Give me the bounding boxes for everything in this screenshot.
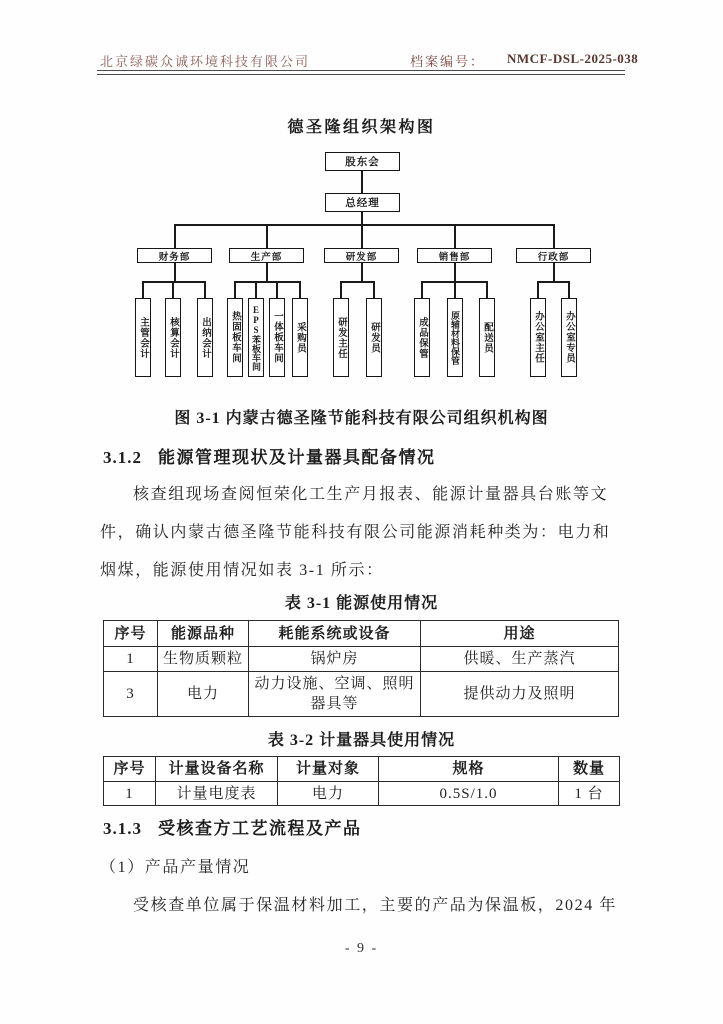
connector-line: [341, 281, 374, 283]
org-node-finished-goods-keeper: 成品保管: [414, 298, 430, 377]
column-header: 能源品种: [158, 621, 249, 647]
connector-line: [299, 281, 301, 298]
connector-line: [235, 281, 300, 283]
table-3-1-title: 表 3-1 能源使用情况: [284, 595, 439, 612]
paragraph-line: （1）产品产量情况: [100, 859, 251, 876]
column-header: 计量设备名称: [156, 757, 278, 782]
column-header: 序号: [104, 757, 156, 782]
connector-line: [553, 224, 555, 248]
section-heading-312: [103, 443, 436, 468]
table-cell: 1: [104, 647, 158, 672]
connector-line: [255, 281, 257, 298]
paragraph-line: 烟煤，能源使用情况如表 3-1 所示：: [100, 562, 384, 579]
connector-line: [537, 281, 539, 298]
table-cell: 生物质颗粒: [158, 647, 249, 672]
org-node-admin-dept: 行政部: [516, 248, 591, 263]
archive-number-value: NMCF-DSL-2025-038: [507, 51, 639, 66]
connector-line: [234, 281, 236, 298]
archive-number-label: 档案编号：: [410, 54, 486, 69]
section-title: 受核查方工艺流程及产品: [158, 819, 362, 838]
org-node-accounting-accountant: 核算会计: [165, 298, 181, 377]
table-cell: 1: [104, 782, 156, 806]
connector-line: [174, 224, 554, 226]
column-header: 用途: [421, 621, 619, 647]
column-header: 计量对象: [278, 757, 379, 782]
table-cell: 0.5S/1.0: [379, 782, 559, 806]
page-number: - 9 -: [344, 941, 379, 956]
column-header: 数量: [559, 757, 620, 782]
connector-line: [454, 263, 456, 281]
section-title: 能源管理现状及计量器具配备情况: [158, 448, 436, 467]
org-node-chief-accountant: 主管会计: [135, 298, 151, 377]
connector-line: [421, 281, 423, 298]
connector-line: [142, 281, 144, 298]
org-node-shareholders: 股东会: [325, 152, 400, 171]
org-node-office-specialist: 办公室专员: [561, 298, 577, 377]
connector-line: [361, 171, 363, 193]
table-cell: 3: [104, 672, 158, 717]
table-row: [104, 672, 619, 717]
section-number: 3.1.3: [103, 819, 142, 838]
connector-line: [538, 281, 569, 283]
connector-line: [340, 281, 342, 298]
connector-line: [373, 281, 375, 298]
figure-caption: 图 3-1 内蒙古德圣隆节能科技有限公司组织机构图: [174, 410, 549, 427]
table-cell: 电力: [278, 782, 379, 806]
connector-line: [204, 281, 206, 298]
energy-usage-table: [103, 620, 619, 717]
section-number: 3.1.2: [103, 448, 142, 467]
org-node-sales-dept: 销售部: [417, 248, 492, 263]
connector-line: [568, 281, 570, 298]
org-chart-title: 德圣隆组织架构图: [287, 119, 436, 136]
section-heading-313: [103, 814, 362, 839]
org-chart: [0, 110, 723, 405]
header-archive: [410, 51, 638, 70]
header-company-name: 北京绿碳众诚环境科技有限公司: [100, 54, 311, 69]
org-node-integrated-board-workshop: 一体板车间: [269, 298, 285, 377]
table-header-row: [104, 621, 619, 647]
column-header: 序号: [104, 621, 158, 647]
measuring-instruments-table: [103, 756, 620, 806]
org-node-office-director: 办公室主任: [530, 298, 546, 377]
org-node-purchaser: 采购员: [292, 298, 308, 377]
org-node-raw-materials-keeper: 原辅材料保管: [447, 298, 463, 377]
connector-line: [174, 224, 176, 248]
org-node-production-dept: 生产部: [229, 248, 304, 263]
table-row: [104, 647, 619, 672]
connector-line: [172, 281, 174, 298]
org-node-finance-dept: 财务部: [137, 248, 212, 263]
table-cell: 计量电度表: [156, 782, 278, 806]
connector-line: [454, 281, 456, 298]
org-node-general-manager: 总经理: [325, 193, 400, 212]
connector-line: [553, 263, 555, 281]
header-divider-rule: [97, 70, 625, 75]
table-3-2-title: 表 3-2 计量器具使用情况: [267, 732, 456, 749]
table-cell: 提供动力及照明: [421, 672, 619, 717]
connector-line: [361, 263, 363, 281]
org-node-rnd-dept: 研发部: [324, 248, 399, 263]
connector-line: [454, 224, 456, 248]
org-node-rnd-staff: 研发员: [366, 298, 382, 377]
org-node-cashier-accountant: 出纳会计: [197, 298, 213, 377]
table-cell: 1 台: [559, 782, 620, 806]
table-cell: 动力设施、空调、照明器具等: [249, 672, 421, 717]
column-header: 规格: [379, 757, 559, 782]
table-row: [104, 782, 620, 806]
org-node-eps-workshop: EPS苯板车间: [248, 298, 264, 377]
table-cell: 电力: [158, 672, 249, 717]
org-node-rnd-director: 研发主任: [333, 298, 349, 377]
paragraph-line: 核查组现场查阅恒荣化工生产月报表、能源计量器具台账等文: [133, 486, 609, 503]
connector-line: [361, 224, 363, 248]
paragraph-line: 件，确认内蒙古德圣隆节能科技有限公司能源消耗种类为：电力和: [100, 524, 611, 541]
table-cell: 锅炉房: [249, 647, 421, 672]
table-cell: 供暖、生产蒸汽: [421, 647, 619, 672]
connector-line: [174, 263, 176, 281]
connector-line: [486, 281, 488, 298]
connector-line: [361, 212, 363, 224]
column-header: 耗能系统或设备: [249, 621, 421, 647]
connector-line: [276, 281, 278, 298]
table-header-row: [104, 757, 620, 782]
connector-line: [266, 224, 268, 248]
org-node-delivery-staff: 配送员: [479, 298, 495, 377]
paragraph-line: 受核查单位属于保温材料加工，主要的产品为保温板，2024 年: [133, 897, 618, 914]
org-node-thermoset-workshop: 热固板车间: [227, 298, 243, 377]
connector-line: [143, 281, 205, 283]
connector-line: [266, 263, 268, 281]
